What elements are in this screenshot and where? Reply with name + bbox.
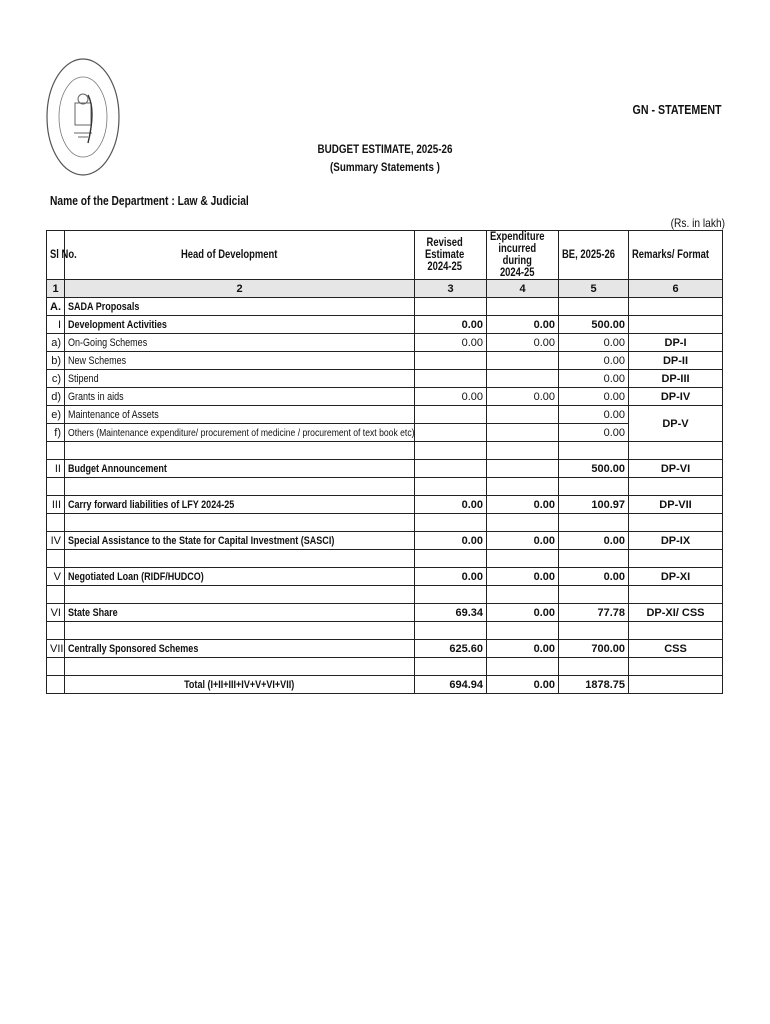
spacer-row	[47, 586, 723, 604]
row-label: Stipend	[65, 370, 415, 388]
cell-be: 77.78	[559, 604, 629, 622]
cell-be: 700.00	[559, 640, 629, 658]
row-sl: IV	[47, 532, 65, 550]
cell-re: 0.00	[415, 532, 487, 550]
spacer-row	[47, 550, 723, 568]
cell-exp: 0.00	[487, 496, 559, 514]
cell-exp: 0.00	[487, 532, 559, 550]
budget-table	[46, 230, 723, 694]
row-label: Budget Announcement	[65, 460, 415, 478]
table-row	[47, 568, 723, 586]
title-line-1: BUDGET ESTIMATE, 2025-26	[317, 142, 453, 156]
units-note: (Rs. in lakh)	[670, 216, 725, 230]
cell-exp: 0.00	[487, 640, 559, 658]
row-sl: VII	[47, 640, 65, 658]
col-header-remarks: Remarks/ Format	[629, 231, 723, 280]
row-sl: I	[47, 316, 65, 334]
table-row	[47, 496, 723, 514]
document-title	[315, 140, 454, 176]
total-be: 1878.75	[559, 676, 629, 694]
cell-re: 0.00	[415, 388, 487, 406]
row-label: Grants in aids	[65, 388, 415, 406]
col-number: 3	[415, 280, 487, 298]
table-row	[47, 316, 723, 334]
col-header-re: Revised Estimate 2024-25	[415, 231, 487, 280]
header-row	[47, 231, 723, 280]
cell-remarks: DP-II	[629, 352, 723, 370]
row-sl: II	[47, 460, 65, 478]
table-row	[47, 532, 723, 550]
cell-remarks: DP-IX	[629, 532, 723, 550]
cell-be: 0.00	[559, 352, 629, 370]
total-re: 694.94	[415, 676, 487, 694]
row-sl: b)	[47, 352, 65, 370]
row-label: Maintenance of Assets	[65, 406, 415, 424]
row-sl: f)	[47, 424, 65, 442]
cell-exp: 0.00	[487, 388, 559, 406]
spacer-row	[47, 622, 723, 640]
spacer-row	[47, 658, 723, 676]
cell-remarks: CSS	[629, 640, 723, 658]
cell-remarks: DP-I	[629, 334, 723, 352]
cell-remarks: DP-III	[629, 370, 723, 388]
table-row	[47, 406, 723, 424]
cell-be: 0.00	[559, 568, 629, 586]
row-sl: d)	[47, 388, 65, 406]
department-seal	[44, 55, 122, 180]
row-label: State Share	[65, 604, 415, 622]
cell-exp: 0.00	[487, 604, 559, 622]
cell-re: 0.00	[415, 316, 487, 334]
cell-be: 0.00	[559, 334, 629, 352]
row-sl: V	[47, 568, 65, 586]
col-number: 2	[65, 280, 415, 298]
cell-exp: 0.00	[487, 568, 559, 586]
col-number: 4	[487, 280, 559, 298]
cell-be: 500.00	[559, 460, 629, 478]
row-label: Carry forward liabilities of LFY 2024-25	[65, 496, 415, 514]
spacer-row	[47, 478, 723, 496]
cell-be: 500.00	[559, 316, 629, 334]
title-line-2: (Summary Statements )	[330, 160, 440, 174]
cell-be: 0.00	[559, 532, 629, 550]
table-row	[47, 640, 723, 658]
total-label: Total (I+II+III+IV+V+VI+VII)	[65, 676, 415, 694]
cell-be: 0.00	[559, 370, 629, 388]
col-number: 1	[47, 280, 65, 298]
statement-code: GN - STATEMENT	[632, 102, 722, 117]
table-row	[47, 424, 723, 442]
col-header-exp: Expenditure incurred during 2024-25	[487, 231, 559, 280]
col-header-head: Head of Development	[65, 231, 415, 280]
row-label: Others (Maintenance expenditure/ procurement of medicine / procurement of text book etc)	[65, 424, 415, 442]
cell-be: 100.97	[559, 496, 629, 514]
cell-remarks: DP-IV	[629, 388, 723, 406]
table-row	[47, 388, 723, 406]
cell-remarks: DP-XI	[629, 568, 723, 586]
table-row	[47, 460, 723, 478]
cell-remarks: DP-VI	[629, 460, 723, 478]
cell-be: 0.00	[559, 406, 629, 424]
cell-remarks: DP-V	[629, 406, 723, 442]
column-number-row	[47, 280, 723, 298]
col-header-sl: Sl No.	[47, 231, 65, 280]
row-sl: c)	[47, 370, 65, 388]
cell-re: 625.60	[415, 640, 487, 658]
total-exp: 0.00	[487, 676, 559, 694]
col-header-be: BE, 2025-26	[559, 231, 629, 280]
row-sl: VI	[47, 604, 65, 622]
row-sl: a)	[47, 334, 65, 352]
row-sl: III	[47, 496, 65, 514]
row-label: Special Assistance to the State for Capital Investment (SASCI)	[65, 532, 415, 550]
row-label: SADA Proposals	[65, 298, 415, 316]
row-label: Negotiated Loan (RIDF/HUDCO)	[65, 568, 415, 586]
row-label: Development Activities	[65, 316, 415, 334]
cell-re: 69.34	[415, 604, 487, 622]
section-row-a	[47, 298, 723, 316]
cell-re: 0.00	[415, 496, 487, 514]
cell-remarks: DP-XI/ CSS	[629, 604, 723, 622]
total-row	[47, 676, 723, 694]
row-sl: e)	[47, 406, 65, 424]
table-row	[47, 334, 723, 352]
cell-exp: 0.00	[487, 316, 559, 334]
cell-be: 0.00	[559, 424, 629, 442]
table-row	[47, 352, 723, 370]
cell-be: 0.00	[559, 388, 629, 406]
row-label: New Schemes	[65, 352, 415, 370]
spacer-row	[47, 442, 723, 460]
spacer-row	[47, 514, 723, 532]
seal-emblem-icon	[44, 55, 122, 180]
cell-re: 0.00	[415, 334, 487, 352]
col-number: 6	[629, 280, 723, 298]
department-name: Name of the Department : Law & Judicial	[50, 194, 249, 208]
row-sl: A.	[47, 298, 65, 316]
row-label: On-Going Schemes	[65, 334, 415, 352]
cell-re: 0.00	[415, 568, 487, 586]
cell-remarks: DP-VII	[629, 496, 723, 514]
table-row	[47, 370, 723, 388]
table-row	[47, 604, 723, 622]
cell-exp: 0.00	[487, 334, 559, 352]
col-number: 5	[559, 280, 629, 298]
row-label: Centrally Sponsored Schemes	[65, 640, 415, 658]
